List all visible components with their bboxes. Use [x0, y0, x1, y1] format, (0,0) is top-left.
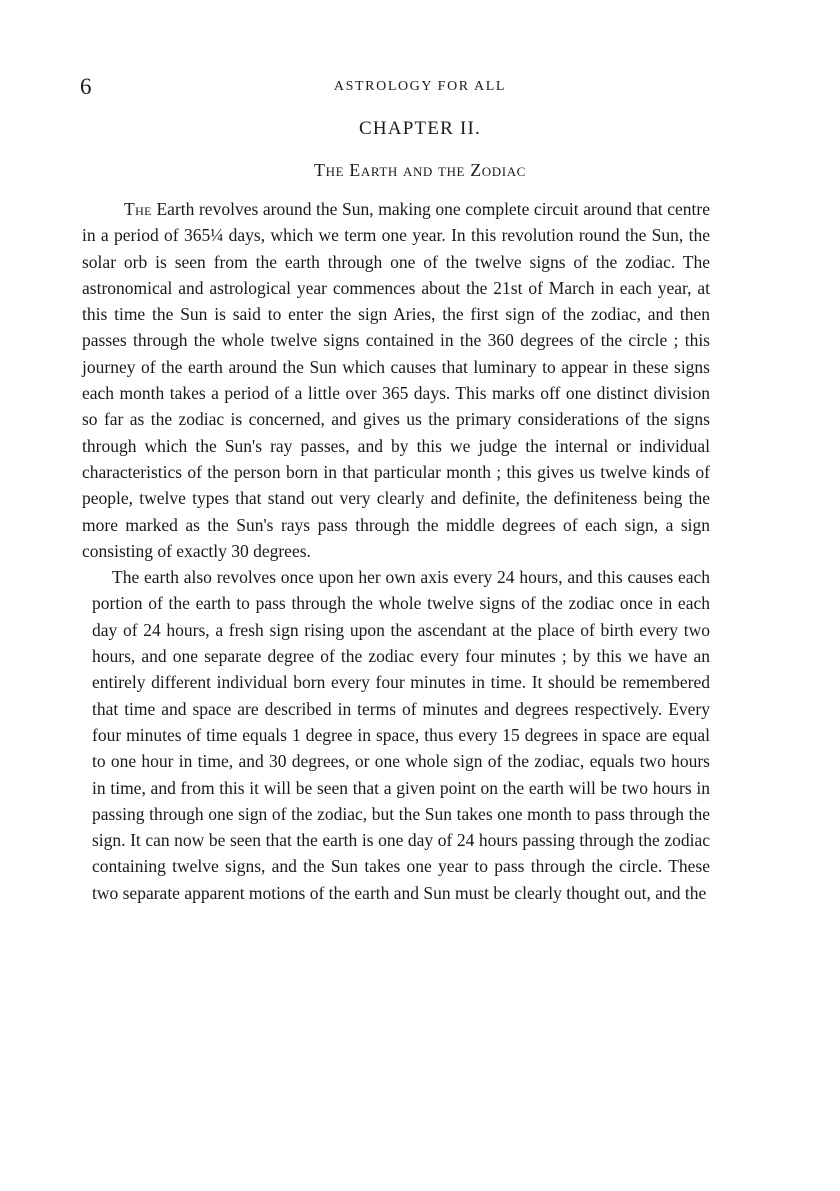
paragraph-1	[82, 196, 710, 564]
section-title: The Earth and the Zodiac	[314, 160, 526, 180]
paragraph-1-lead: The	[124, 199, 152, 219]
paragraph-1-text: Earth revolves around the Sun, making one complete circuit around that centre in a period of 365¼ days, which we term one year. In this revolution round the Sun, the solar orb is seen from the earth through one of the twelve signs of the zodiac. The astronomical and astrological year commences about the 21st of March in each year, at this time the Sun is said to enter the sign Aries, the first sign of the zodiac, and then passes through the whole twelve signs contained in the 360 degrees of the circle ; this journey of the earth around the Sun which causes that luminary to appear in these signs each month takes a period of a little over 365 days. This marks off one distinct division so far as the zodiac is concerned, and gives us the primary considerations of the signs through which the Sun's ray passes, and by this we judge the internal or individual characteristics of the person born in that particular month ; this gives us twelve kinds of people, twelve types that stand out very clearly and definite, the definiteness being the more marked as the Sun's rays pass through the middle degrees of each sign, a sign consisting of exactly 30 degrees.	[82, 199, 710, 561]
running-head: ASTROLOGY FOR ALL	[333, 79, 507, 94]
page-number: 6	[80, 74, 92, 99]
body-text	[82, 196, 710, 906]
paragraph-2-text: The earth also revolves once upon her own axis every 24 hours, and this causes each portion of the earth to pass through the whole twelve signs of the zodiac once in each day of 24 hours, a fresh sign rising upon the ascendant at the place of birth every two hours, and one separate degree of the zodiac every four minutes ; by this we have an entirely different individual born every four minutes in time. It should be remembered that time and space are described in terms of minutes and degrees respectively. Every four minutes of time equals 1 degree in space, thus every 15 degrees in space are equal to one hour in time, and 30 degrees, or one whole sign of the zodiac, equals two hours in time, and from this it will be seen that a given point on the earth will be two hours in passing through one sign of the zodiac, but the Sun takes one month to pass through the sign. It can now be seen that the earth is one day of 24 hours passing through the zodiac containing twelve signs, and the Sun takes one year to pass through the circle. These two separate apparent motions of the earth and Sun must be clearly thought out, and the	[92, 567, 710, 903]
chapter-title: CHAPTER II.	[359, 118, 481, 139]
paragraph-2	[92, 564, 710, 906]
